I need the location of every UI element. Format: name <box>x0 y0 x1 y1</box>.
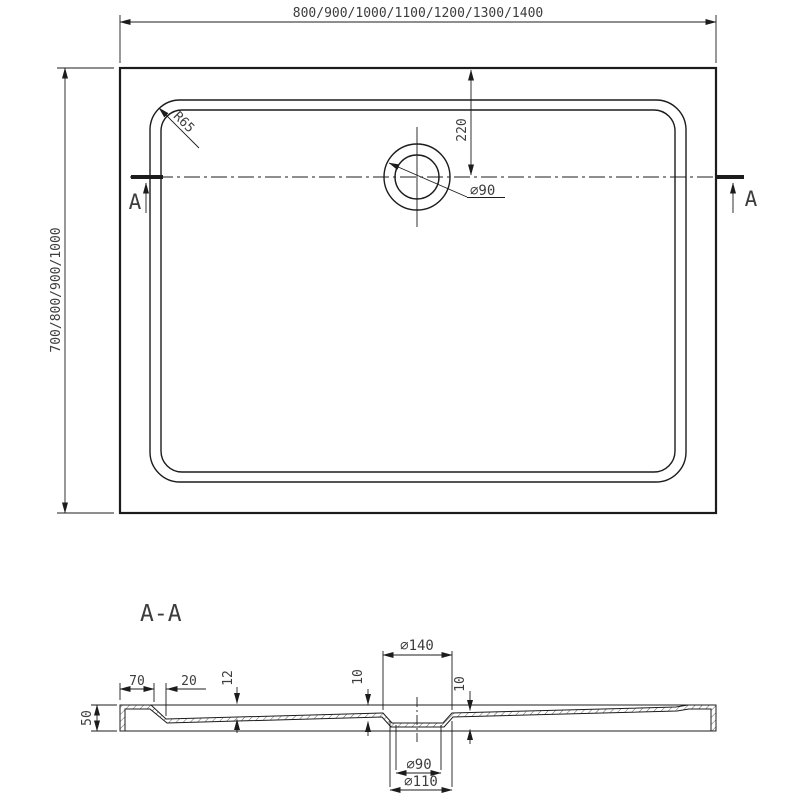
drain-hole-label: ⌀90 <box>406 757 432 773</box>
corner-radius-label: R65 <box>169 108 198 137</box>
floor-dimension-left <box>351 669 368 736</box>
drain-offset-label: 220 <box>455 118 470 142</box>
section-marker-right <box>716 177 758 213</box>
recess-top-label: ⌀140 <box>400 638 434 654</box>
drain-diameter-label: ⌀90 <box>470 183 496 199</box>
floor-dimension-right <box>453 676 470 744</box>
basin-depth-label: 12 <box>221 670 236 686</box>
tray-height-dimension <box>80 705 117 731</box>
tray-shell-section <box>120 705 716 731</box>
drain-hole-dimension <box>396 725 441 773</box>
recess-bottom-label: ⌀110 <box>404 774 438 790</box>
drain-diameter-leader <box>389 163 505 199</box>
height-dimension <box>49 68 114 513</box>
rim-step-dimension <box>166 674 206 716</box>
section-label-right: A <box>744 187 758 211</box>
height-dimension-label: 700/800/900/1000 <box>49 227 64 353</box>
recess-top-dimension <box>383 638 452 710</box>
section-view <box>80 601 716 790</box>
rim-width-dimension <box>120 674 154 702</box>
width-dimension <box>120 6 716 63</box>
drain-offset-dimension <box>455 70 471 175</box>
section-label-left: A <box>128 190 142 214</box>
floor-dimension-left-label: 10 <box>351 669 366 685</box>
rim-width-label: 70 <box>129 674 145 689</box>
top-view <box>49 6 758 513</box>
section-marker-left <box>129 177 163 214</box>
tray-basin-edge-inner <box>161 110 675 472</box>
tray-basin-edge-outer <box>150 100 686 482</box>
width-dimension-label: 800/900/1000/1100/1200/1300/1400 <box>292 6 544 21</box>
floor-dimension-right-label: 10 <box>453 676 468 692</box>
rim-step-label: 20 <box>181 674 197 689</box>
tray-height-label: 50 <box>80 710 95 726</box>
basin-depth-dimension <box>221 670 237 733</box>
section-title: A-A <box>140 601 182 627</box>
corner-radius-leader <box>159 108 199 148</box>
tray-outline <box>120 68 716 513</box>
